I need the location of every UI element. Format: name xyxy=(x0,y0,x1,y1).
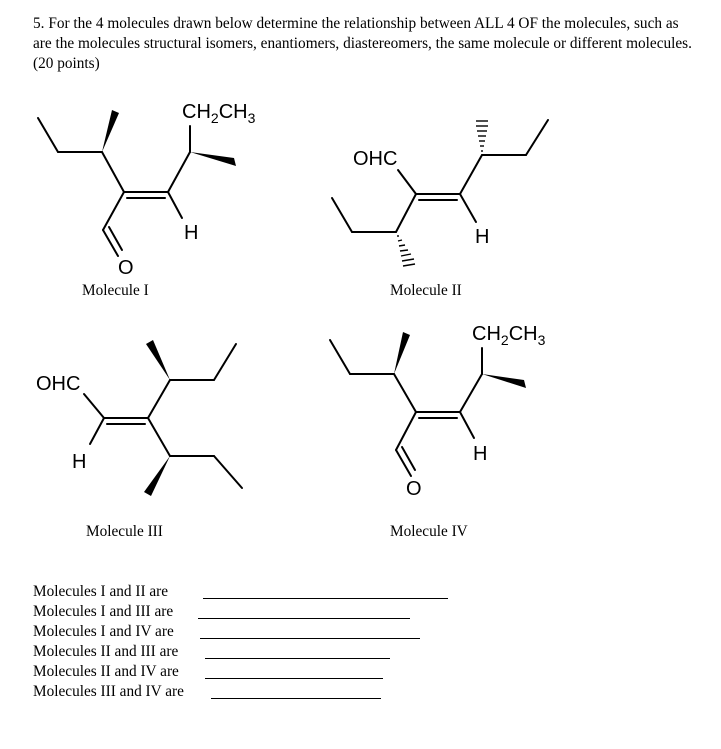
m1-bond xyxy=(38,118,58,152)
m3-bond xyxy=(214,456,242,488)
m3-hydrogen-label: H xyxy=(72,451,87,473)
m3-aldehyde-label: OHC xyxy=(36,373,81,395)
m4-wedge-bond xyxy=(394,332,410,374)
answer-row xyxy=(33,602,184,622)
m2-hydrogen-label: H xyxy=(475,226,490,248)
m2-bond xyxy=(396,194,416,232)
answer-blank-line[interactable] xyxy=(205,658,390,659)
m3-bond xyxy=(148,380,170,418)
m4-label: Molecule IV xyxy=(390,523,468,540)
m4-bond xyxy=(394,374,416,412)
question-body: For the 4 molecules drawn below determine the relationship between ALL 4 OF the molecules, such as are the molecules structural isomers, enantiomers, diastereomers, the same molecule or different molecules. xyxy=(33,15,692,52)
molecule-2 xyxy=(332,120,548,299)
m2-hashed-bond-down xyxy=(397,236,415,266)
answer-blank-line[interactable] xyxy=(211,698,381,699)
question-points: (20 points) xyxy=(33,55,100,72)
question-number: 5. xyxy=(33,15,45,32)
answer-list xyxy=(33,582,184,702)
m4-wedge-bond xyxy=(482,374,526,388)
molecule-4 xyxy=(330,323,546,540)
m3-wedge-bond xyxy=(146,340,170,380)
answer-row xyxy=(33,682,184,702)
answer-row xyxy=(33,642,184,662)
answer-label: Molecules I and III are xyxy=(33,603,174,620)
m4-oxygen-label: O xyxy=(406,478,422,500)
answer-blank-line[interactable] xyxy=(203,598,448,599)
m3-wedge-bond xyxy=(144,456,170,496)
m2-aldehyde-label: OHC xyxy=(353,148,398,170)
answer-row xyxy=(33,582,184,602)
answer-blank-line[interactable] xyxy=(205,678,383,679)
molecule-1 xyxy=(38,101,256,299)
answer-label: Molecules I and IV are xyxy=(33,623,174,640)
m1-bond xyxy=(168,192,182,218)
m4-carbonyl-bond xyxy=(402,447,415,470)
m3-label: Molecule III xyxy=(86,523,163,540)
m1-bond xyxy=(103,192,124,230)
answer-row xyxy=(33,622,184,642)
m4-bond xyxy=(460,412,474,438)
m2-hashed-bond-up xyxy=(476,121,488,151)
m3-bond xyxy=(90,418,104,444)
molecule-3 xyxy=(36,340,242,540)
m4-bond xyxy=(330,340,350,374)
m3-bond xyxy=(214,344,236,380)
m1-oxygen-label: O xyxy=(118,257,134,279)
m4-hydrogen-label: H xyxy=(473,443,488,465)
m1-label: Molecule I xyxy=(82,282,149,299)
m1-wedge-bond xyxy=(190,152,236,166)
m1-carbonyl-bond xyxy=(109,227,122,250)
answer-label: Molecules II and IV are xyxy=(33,663,179,680)
answer-label: Molecules III and IV are xyxy=(33,683,184,700)
answer-row xyxy=(33,662,184,682)
m1-carbonyl-bond xyxy=(103,230,118,256)
m2-bond xyxy=(460,155,482,194)
m3-bond xyxy=(84,394,104,418)
m2-label: Molecule II xyxy=(390,282,462,299)
m1-hydrogen-label: H xyxy=(184,222,199,244)
m1-ethyl-label: $CH_2CH_3$ xyxy=(182,101,256,126)
m3-bond xyxy=(148,418,170,456)
answer-blank-line[interactable] xyxy=(198,618,410,619)
m4-ethyl-label: $CH_2CH_3$ xyxy=(472,323,546,348)
answer-blank-line[interactable] xyxy=(200,638,420,639)
m2-bond xyxy=(398,170,416,194)
m2-bond xyxy=(332,198,352,232)
m1-bond xyxy=(168,152,190,192)
m1-wedge-bond xyxy=(102,110,119,152)
answer-label: Molecules II and III are xyxy=(33,643,179,660)
m2-bond xyxy=(526,120,548,155)
m2-bond xyxy=(460,194,476,222)
answer-label: Molecules I and II are xyxy=(33,583,169,600)
m4-bond xyxy=(460,374,482,412)
m4-carbonyl-bond xyxy=(396,450,411,476)
m4-bond xyxy=(396,412,416,450)
m1-bond xyxy=(102,152,124,192)
